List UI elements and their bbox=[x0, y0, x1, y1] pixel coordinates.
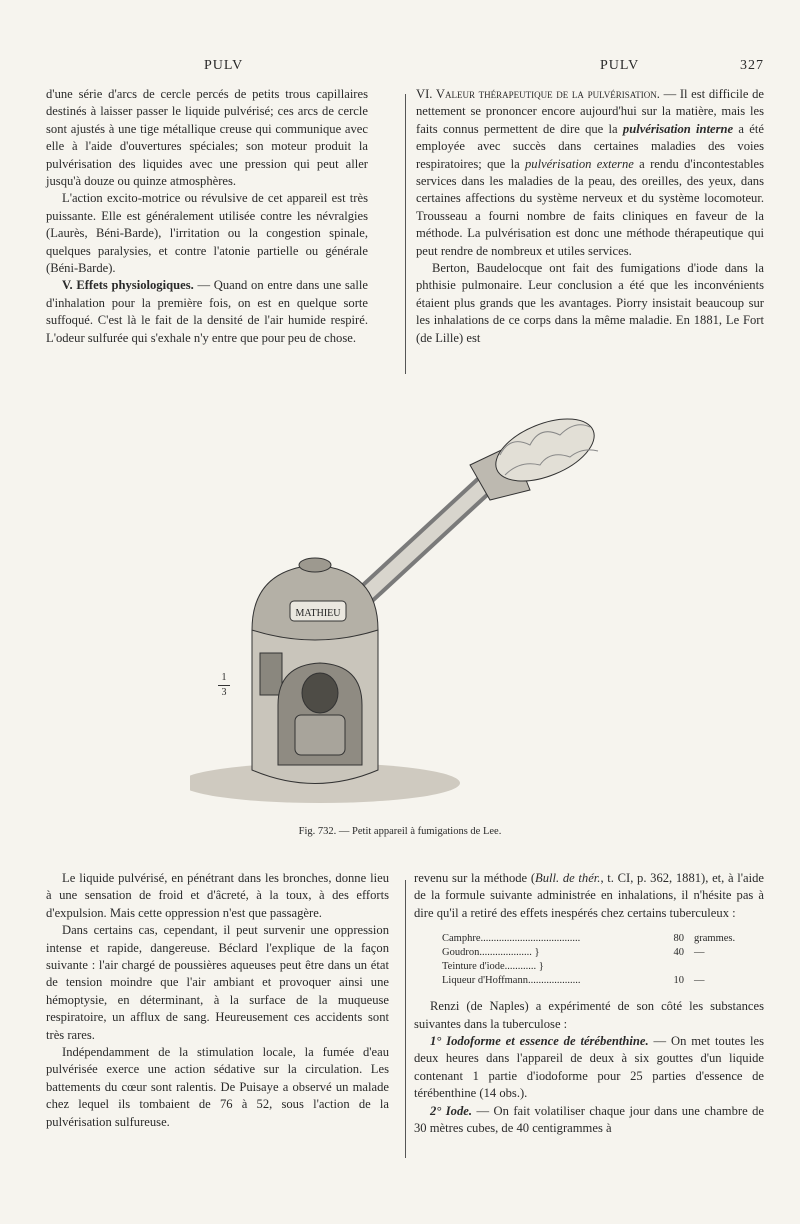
scale-numerator: 1 bbox=[221, 672, 227, 683]
paragraph-text: a été employée avec succès dans certaines maladies des voies respiratoires; que la bbox=[416, 121, 764, 171]
ingredient: Camphre...................................... bbox=[442, 933, 581, 945]
paragraph: Berton, Baudelocque ont fait des fumigations d'iode dans la phthisie pulmonaire. Leur conclusion a été que les inconvénients étaient plus grands que les avantages. Piorry insistait beaucoup sur les inhalations de ce corps dans la même maladie. En 1881, Le Fort (de Lille) est bbox=[416, 261, 764, 345]
paragraph-text: , t. CI, p. 362, 1881), et, à l'aide de la formule suivante administrée en inhalations, il n'hésite pas à dire qu'il a retiré des effets inespérés chez certains tuberculeux : bbox=[414, 871, 765, 920]
paragraph: L'action excito-motrice ou révulsive de cet appareil est très puissante. Elle est généralement utilisée contre les névralgies (Laurès, Béni-Barde), l'irritation ou la congestion spinale, quelques paralysies, et contre l'atonie partielle ou générale (Béni-Barde). bbox=[46, 191, 368, 276]
scale-denominator: 3 bbox=[221, 687, 227, 698]
flame bbox=[302, 673, 338, 713]
paragraph-text: — On met toutes les deux heures dans l'appareil de deux à six gouttes d'un liquide contenant 1 partie d'iodoforme pour 25 parties d'essence de térébenthine (14 obs.). bbox=[414, 1034, 764, 1101]
quantity: 40 bbox=[673, 947, 684, 959]
quantity: 80 bbox=[673, 933, 684, 945]
paragraph-text: — Quand on entre dans une salle d'inhalation pour la première fois, on est en quelque sorte suffoqué. C'est là le fait de la densité de l'air humide respiré. L'odeur sulfurée qui s'exhale n'y entre que pour peu de chose. bbox=[46, 278, 368, 345]
paragraph bbox=[416, 86, 764, 260]
unit: — bbox=[694, 975, 705, 987]
recipe-row bbox=[442, 932, 764, 946]
paragraph: d'une série d'arcs de cercle percés de petits trous capillaires destinés à laisser passer le liquide pulvérisé; ces arcs de cercle sont ajustés à une tige métallique creuse qui communique avec elle à l'aide d'ouvertures spéciales; son moteur produit la pulvérisation des liquides avec une pression qui peut aller jusqu'à douze ou quinze atmosphères. bbox=[46, 87, 368, 189]
figure-caption: Fig. 732. — Petit appareil à fumigations de Lee. bbox=[298, 826, 502, 837]
recipe-row bbox=[442, 974, 764, 988]
paragraph bbox=[414, 1103, 764, 1138]
paragraph bbox=[414, 1033, 764, 1103]
page-number: 327 bbox=[740, 58, 764, 73]
citation: Bull. de thér. bbox=[535, 871, 601, 885]
emphasis: pulvérisation externe bbox=[525, 156, 634, 171]
paragraph: Renzi (de Naples) a expérimenté de son côté les substances suivantes dans la tuberculose : bbox=[414, 999, 764, 1031]
paragraph bbox=[46, 277, 368, 347]
scale-fraction bbox=[214, 672, 234, 699]
ingredient: Goudron.................... } bbox=[442, 947, 540, 959]
header-center: PULV bbox=[600, 58, 640, 73]
ingredient: Teinture d'iode............ } bbox=[442, 961, 544, 973]
paragraph: Dans certains cas, cependant, il peut survenir une oppression intense et rapide, dangereuse. Béclard l'explique de la façon suivante : l'air chargé de poussières aqueuses peut être dans un état de tension moindre que l'air ambiant et provoquer ainsi une hémoptysie, en déterminant, à la surface de la muqueuse respiratoire, un afflux de sang. Heureusement ces accidents sont très rares. bbox=[46, 923, 389, 1042]
paragraph: Le liquide pulvérisé, en pénétrant dans les bronches, donne lieu à une sensation de froid et d'âcreté, à la toux, à des efforts d'expulsion. Mais cette oppression n'est que passagère. bbox=[46, 871, 389, 920]
quantity bbox=[654, 960, 684, 974]
section-heading: V. Effets physiologiques. bbox=[62, 278, 194, 293]
section-heading: 2° Iode. bbox=[430, 1103, 473, 1118]
header-left: PULV bbox=[204, 58, 244, 73]
recipe-row bbox=[442, 960, 764, 974]
paragraph: Indépendamment de la stimulation locale, la fumée d'eau pulvérisée exerce une action sédative sur la circulation. Les battements du cœur sont ralentis. De Puisaye a observé un malade chez lequel ils tombaient de 76 à 52, sous l'action de la pulvérisation sulfureuse. bbox=[46, 1045, 389, 1129]
unit: grammes. bbox=[694, 933, 736, 945]
lamp bbox=[295, 715, 345, 755]
section-heading: VI. Valeur thérapeutique de la pulvérisation. bbox=[416, 87, 660, 101]
ingredient: Liqueur d'Hoffmann.................... bbox=[442, 975, 581, 987]
unit: — bbox=[694, 947, 705, 959]
emphasis: pulvérisation interne bbox=[622, 121, 734, 136]
cap bbox=[299, 558, 331, 572]
column-top-right bbox=[416, 86, 764, 347]
maker-label: MATHIEU bbox=[295, 608, 341, 619]
lattice-window bbox=[260, 653, 282, 695]
paragraph-text: revenu sur la méthode ( bbox=[414, 871, 536, 885]
column-bottom-left bbox=[46, 870, 389, 1131]
paragraph bbox=[414, 870, 764, 922]
running-header bbox=[46, 58, 764, 78]
column-top-left bbox=[46, 86, 368, 347]
section-heading: 1° Iodoforme et essence de térébenthine. bbox=[430, 1034, 649, 1049]
paragraph-text: a rendu d'incontestables services dans les maladies de la peau, des oreilles, des yeux, dans certaines affections du système nerveux et du système locomoteur. Trousseau a fourni nombre de faits cliniques en faveur de la méthode. La pulvérisation est donc une méthode thérapeutique qui peut rendre de nombreux et utiles services. bbox=[416, 156, 764, 258]
paragraph-text: — On fait volatiliser chaque jour dans une chambre de 30 mètres cubes, de 40 centigrammes à bbox=[414, 1103, 764, 1136]
column-bottom-right bbox=[414, 870, 764, 1137]
column-divider bbox=[405, 94, 406, 374]
column-divider bbox=[405, 880, 406, 1158]
quantity: 10 bbox=[673, 975, 684, 987]
recipe-row bbox=[442, 946, 764, 960]
fumigation-apparatus-illustration bbox=[190, 405, 620, 810]
recipe-table bbox=[442, 932, 764, 988]
paragraph-text: — Il est difficile de nettement se prononcer encore aujourd'hui sur la matière, mais les faits connus permettent de dire que la bbox=[416, 87, 764, 136]
